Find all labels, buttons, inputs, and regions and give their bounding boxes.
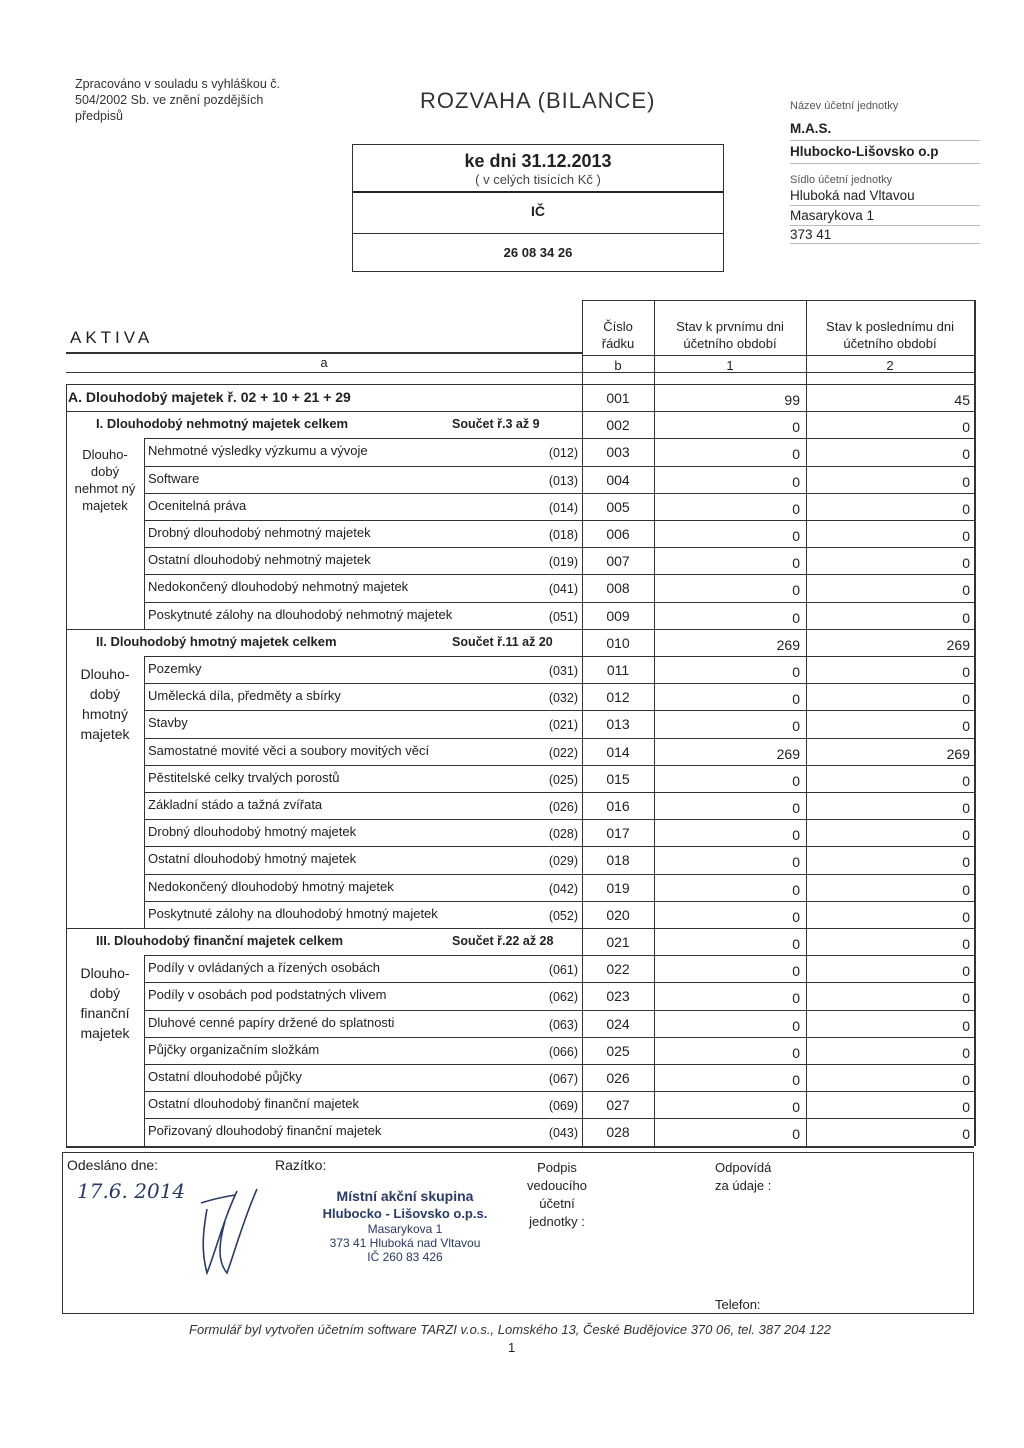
header-line: Stav k poslednímu dni: [826, 319, 954, 334]
group-label-line: hmotný: [82, 706, 128, 722]
row-rule: [144, 493, 974, 494]
row-rule: [144, 901, 974, 902]
table-row-label: Poskytnuté zálohy na dlouhodobý hmotný majetek: [148, 905, 438, 921]
row-number: 006: [606, 526, 630, 542]
value-end: 0: [962, 555, 970, 572]
group-label-line: Dlouho-: [80, 666, 130, 682]
row-rule: [144, 738, 974, 739]
row-number: 012: [606, 689, 630, 706]
value-start: 269: [776, 745, 800, 762]
row-rule: [66, 384, 974, 385]
row-number: 001: [606, 390, 630, 406]
row-number: 025: [606, 1042, 630, 1059]
value-start: 0: [792, 881, 800, 898]
header-line: účetního období: [683, 336, 777, 351]
rule: [66, 372, 974, 373]
table-row-label: I. Dlouhodobý nehmotný majetek celkem: [96, 416, 349, 432]
stamp-line: IČ 260 83 426: [367, 1250, 443, 1264]
value-start: 0: [792, 528, 800, 544]
handwritten-signature: [193, 1181, 273, 1281]
entity-name-line: Hlubocko-Lišovsko o.p: [790, 141, 980, 164]
value-end: 0: [962, 1072, 970, 1088]
responsible-label-line: za údaje :: [715, 1178, 772, 1193]
value-end: 0: [962, 908, 970, 925]
row-number: 015: [606, 770, 630, 787]
row-rule: [144, 710, 974, 711]
entity-name-line: M.A.S.: [790, 118, 980, 141]
ic-label: IČ: [531, 203, 545, 219]
row-rule: [144, 1037, 974, 1038]
group-label: [66, 664, 144, 744]
stamp-label: Razítko:: [275, 1157, 327, 1173]
row-account: (029): [548, 854, 578, 869]
table-row-label: Ostatní dlouhodobý finanční majetek: [148, 1096, 360, 1112]
sent-date-handwritten: 17.6. 2014: [77, 1179, 186, 1203]
row-number: 009: [606, 607, 630, 624]
row-account: (063): [548, 1017, 578, 1032]
ic-box: [353, 191, 723, 271]
group-label: [66, 963, 144, 1043]
row-number: 014: [606, 743, 630, 760]
group-label-line: nehmot ný: [74, 481, 136, 497]
rule: [66, 1146, 974, 1148]
legal-note: [75, 76, 345, 124]
row-number: 013: [606, 716, 630, 733]
software-note: Formulář byl vytvořen účetním software TARZI v.o.s., Lomského 13, České Budějovice 370 06, tel. 387 204 122: [189, 1322, 831, 1337]
seat-line: 373 41: [790, 226, 980, 244]
value-start: 0: [792, 609, 800, 626]
value-start: 0: [792, 936, 800, 952]
signature-label-line: jednotky :: [529, 1214, 585, 1229]
table-row-label: Základní stádo a tažná zvířata: [148, 797, 323, 812]
group-label-line: majetek: [82, 498, 128, 514]
row-rule: [144, 602, 974, 603]
entity-name-label: Název účetní jednotky: [790, 100, 899, 112]
group-label-line: majetek: [80, 726, 130, 742]
table-row-label: A. Dlouhodobý majetek ř. 02 + 10 + 21 + 29: [68, 389, 351, 405]
signature-label: [517, 1159, 597, 1231]
value-start: 0: [792, 827, 800, 844]
row-account: (012): [548, 446, 578, 461]
row-number: 004: [606, 471, 630, 488]
value-start: 0: [792, 963, 800, 980]
row-rule: [144, 765, 974, 766]
row-account: (067): [548, 1072, 578, 1086]
value-end: 0: [962, 1099, 970, 1116]
column-header-end: [806, 318, 974, 352]
table-row-label: Drobný dlouhodobý hmotný majetek: [148, 824, 357, 840]
table-row-label: Stavby: [148, 715, 188, 731]
row-account: (043): [548, 1126, 578, 1141]
value-end: 0: [962, 1126, 970, 1143]
signature-label-line: vedoucího: [527, 1178, 587, 1193]
row-number: 019: [606, 879, 630, 896]
group-label-line: Dlouho-: [82, 447, 128, 463]
header-line: řádku: [601, 336, 635, 351]
row-rule: [144, 520, 974, 521]
value-start: 0: [792, 664, 800, 680]
row-account: (021): [548, 718, 578, 733]
row-rule: [144, 1010, 974, 1011]
balance-date: ke dni 31.12.2013: [464, 151, 612, 171]
legal-note-line: Zpracováno v souladu s vyhláškou č.: [75, 77, 280, 91]
value-start: 0: [792, 718, 800, 735]
value-end: 269: [946, 636, 970, 653]
value-start: 0: [792, 1099, 800, 1116]
value-start: 0: [792, 1044, 800, 1061]
row-account: (026): [548, 800, 578, 814]
column-index-1: 1: [726, 358, 734, 373]
sent-label: Odesláno dne:: [67, 1157, 159, 1173]
row-account: (032): [548, 691, 578, 706]
row-account: (042): [548, 881, 578, 896]
row-number: 024: [606, 1015, 630, 1032]
stamp-line: Masarykova 1: [367, 1222, 443, 1236]
row-number: 016: [606, 798, 630, 814]
column-index-2: 2: [886, 358, 894, 373]
value-end: 0: [962, 691, 970, 708]
value-start: 269: [776, 636, 800, 653]
value-end: 0: [962, 963, 970, 980]
table-row-label: Nedokončený dlouhodobý nehmotný majetek: [148, 579, 409, 595]
row-rule: [144, 955, 974, 956]
value-end: 0: [962, 473, 970, 490]
group-label-line: majetek: [80, 1025, 130, 1042]
value-start: 0: [792, 419, 800, 436]
rule: [582, 355, 974, 356]
signature-label-line: účetní: [539, 1196, 575, 1211]
responsible-label: [715, 1159, 771, 1195]
column-header-start: [654, 318, 806, 352]
value-start: 99: [784, 392, 800, 408]
row-sum-note: Součet ř.22 až 28: [452, 934, 554, 948]
row-account: (041): [548, 582, 578, 597]
page-number: 1: [508, 1340, 516, 1355]
value-end: 0: [962, 990, 970, 1007]
value-end: 0: [962, 500, 970, 517]
signature-box: [62, 1152, 974, 1314]
row-account: (061): [548, 963, 578, 978]
row-number: 007: [606, 553, 630, 570]
value-end: 0: [962, 1017, 970, 1034]
row-account: (014): [548, 500, 578, 515]
value-start: 0: [792, 800, 800, 816]
value-start: 0: [792, 1126, 800, 1143]
seat-line: Hluboká nad Vltavou: [790, 186, 980, 206]
stamp-line: Hlubocko - Lišovsko o.p.s.: [322, 1206, 488, 1221]
value-end: 269: [946, 745, 970, 762]
value-end: 0: [962, 528, 970, 544]
row-rule: [144, 874, 974, 875]
row-rule: [144, 683, 974, 684]
row-number: 023: [606, 988, 630, 1005]
group-label: [66, 446, 144, 514]
row-rule: [144, 466, 974, 467]
section-heading: AKTIVA: [70, 328, 154, 347]
header-line: Číslo: [603, 319, 633, 334]
table-row-label: Umělecká díla, předměty a sbírky: [148, 688, 341, 704]
row-account: (018): [548, 528, 578, 542]
table-row-label: Půjčky organizačním složkám: [148, 1041, 320, 1057]
value-start: 0: [792, 772, 800, 789]
value-start: 0: [792, 582, 800, 599]
row-rule: [144, 1091, 974, 1092]
signature-label-line: Podpis: [537, 1160, 577, 1175]
header-line: Stav k prvnímu dni: [676, 319, 784, 334]
row-number: 026: [606, 1070, 630, 1086]
row-rule: [144, 438, 974, 439]
rule: [974, 300, 976, 1146]
value-start: 0: [792, 908, 800, 925]
value-end: 0: [962, 881, 970, 898]
value-end: 0: [962, 827, 970, 844]
group-label-line: dobý: [89, 686, 121, 702]
row-number: 002: [606, 417, 630, 434]
value-end: 0: [962, 800, 970, 816]
row-account: (013): [548, 473, 578, 488]
value-start: 0: [792, 691, 800, 708]
row-rule: [66, 629, 974, 630]
row-number: 028: [606, 1124, 630, 1141]
table-row-label: Ostatní dlouhodobý nehmotný majetek: [148, 552, 371, 568]
row-rule: [144, 1064, 974, 1065]
table-row-label: Dluhové cenné papíry držené do splatnosti: [148, 1014, 395, 1030]
value-start: 0: [792, 555, 800, 572]
value-end: 0: [962, 419, 970, 436]
value-end: 0: [962, 664, 970, 680]
seat-line: Masarykova 1: [790, 206, 980, 226]
table-row-label: Pozemky: [148, 661, 202, 676]
assets-table: [66, 300, 976, 1143]
row-account: (022): [548, 745, 578, 760]
table-row-label: Nehmotné výsledky výzkumu a vývoje: [148, 443, 368, 459]
legal-note-line: předpisů: [75, 109, 123, 123]
value-end: 45: [954, 392, 970, 408]
table-row-label: III. Dlouhodobý finanční majetek celkem: [96, 933, 344, 948]
phone-label: Telefon:: [715, 1297, 761, 1312]
value-end: 0: [962, 582, 970, 599]
row-number: 008: [606, 580, 630, 597]
table-row-label: Samostatné movité věci a soubory movitých věcí: [148, 742, 430, 758]
value-start: 0: [792, 500, 800, 517]
table-row-label: Poskytnuté zálohy na dlouhodobý nehmotný majetek: [148, 606, 453, 622]
row-number: 003: [606, 444, 630, 461]
row-rule: [144, 792, 974, 793]
value-end: 0: [962, 446, 970, 463]
table-row-label: Ostatní dlouhodobé půjčky: [148, 1069, 302, 1084]
organization-stamp: [300, 1188, 510, 1264]
table-row-label: Nedokončený dlouhodobý hmotný majetek: [148, 878, 394, 894]
value-start: 0: [792, 473, 800, 490]
group-label-line: dobý: [90, 464, 120, 480]
value-end: 0: [962, 772, 970, 789]
seat-label: Sídlo účetní jednotky: [790, 174, 893, 186]
rule: [582, 300, 974, 301]
row-sum-note: Součet ř.3 až 9: [452, 417, 540, 432]
value-end: 0: [962, 718, 970, 735]
row-number: 021: [606, 934, 630, 950]
row-account: (051): [548, 609, 578, 624]
stamp-line: 373 41 Hluboká nad Vltavou: [329, 1236, 481, 1250]
row-rule: [144, 547, 974, 548]
document-title: ROZVAHA (BILANCE): [420, 88, 656, 113]
value-start: 0: [792, 446, 800, 463]
row-number: 011: [606, 662, 630, 678]
row-sum-note: Součet ř.11 až 20: [452, 634, 553, 649]
row-rule: [144, 846, 974, 847]
row-account: (062): [548, 990, 578, 1005]
row-number: 022: [606, 961, 630, 978]
column-index-a: a: [320, 355, 328, 370]
header-line: účetního období: [843, 336, 937, 351]
value-end: 0: [962, 609, 970, 626]
table-row-label: Podíly v ovládaných a řízených osobách: [148, 960, 380, 976]
row-rule: [66, 928, 974, 929]
entity-block: [790, 100, 980, 244]
table-row-label: Podíly v osobách pod podstatných vlivem: [148, 987, 387, 1003]
stamp-line: Místní akční skupina: [336, 1188, 474, 1204]
row-number: 005: [606, 498, 630, 515]
row-rule: [66, 411, 974, 412]
value-start: 0: [792, 990, 800, 1007]
date-ic-box: [352, 144, 724, 272]
value-end: 0: [962, 1044, 970, 1061]
column-index-b: b: [614, 358, 622, 373]
table-row-label: Pořizovaný dlouhodobý finanční majetek: [148, 1123, 382, 1139]
table-row-label: II. Dlouhodobý hmotný majetek celkem: [96, 633, 337, 649]
group-label-line: dobý: [89, 985, 121, 1002]
rule: [144, 955, 145, 1145]
rule: [66, 352, 582, 354]
row-account: (052): [548, 908, 578, 923]
row-rule: [144, 574, 974, 575]
value-start: 0: [792, 1072, 800, 1088]
responsible-label-line: Odpovídá: [715, 1160, 772, 1175]
ic-divider: [353, 233, 723, 234]
value-start: 0: [792, 1017, 800, 1034]
row-account: (066): [548, 1044, 578, 1059]
row-rule: [144, 656, 974, 657]
ic-value: 26 08 34 26: [503, 245, 573, 260]
row-number: 010: [606, 634, 630, 651]
table-row-label: Ostatní dlouhodobý hmotný majetek: [148, 851, 357, 867]
row-number: 018: [606, 852, 630, 869]
row-rule: [144, 819, 974, 820]
row-rule: [144, 982, 974, 983]
table-row-label: Ocenitelná práva: [148, 497, 247, 513]
row-number: 017: [606, 825, 630, 842]
row-account: (019): [548, 555, 578, 570]
row-number: 020: [606, 906, 630, 923]
column-header-row-number: [582, 318, 654, 352]
row-account: (069): [548, 1099, 578, 1114]
rule: [144, 438, 145, 628]
row-account: (025): [548, 772, 578, 787]
legal-note-line: 504/2002 Sb. ve znění pozdějších: [75, 93, 264, 107]
units-note: ( v celých tisících Kč ): [475, 172, 601, 187]
value-start: 0: [792, 854, 800, 871]
group-label-line: finanční: [80, 1005, 130, 1022]
value-end: 0: [962, 936, 970, 952]
group-label-line: Dlouho-: [80, 965, 130, 982]
row-account: (028): [548, 827, 578, 842]
table-row-label: Drobný dlouhodobý nehmotný majetek: [148, 525, 371, 540]
table-row-label: Software: [148, 470, 200, 486]
value-end: 0: [962, 854, 970, 871]
table-row-label: Pěstitelské celky trvalých porostů: [148, 769, 340, 785]
row-number: 027: [606, 1097, 630, 1114]
row-account: (031): [548, 664, 578, 678]
row-rule: [144, 1118, 974, 1119]
